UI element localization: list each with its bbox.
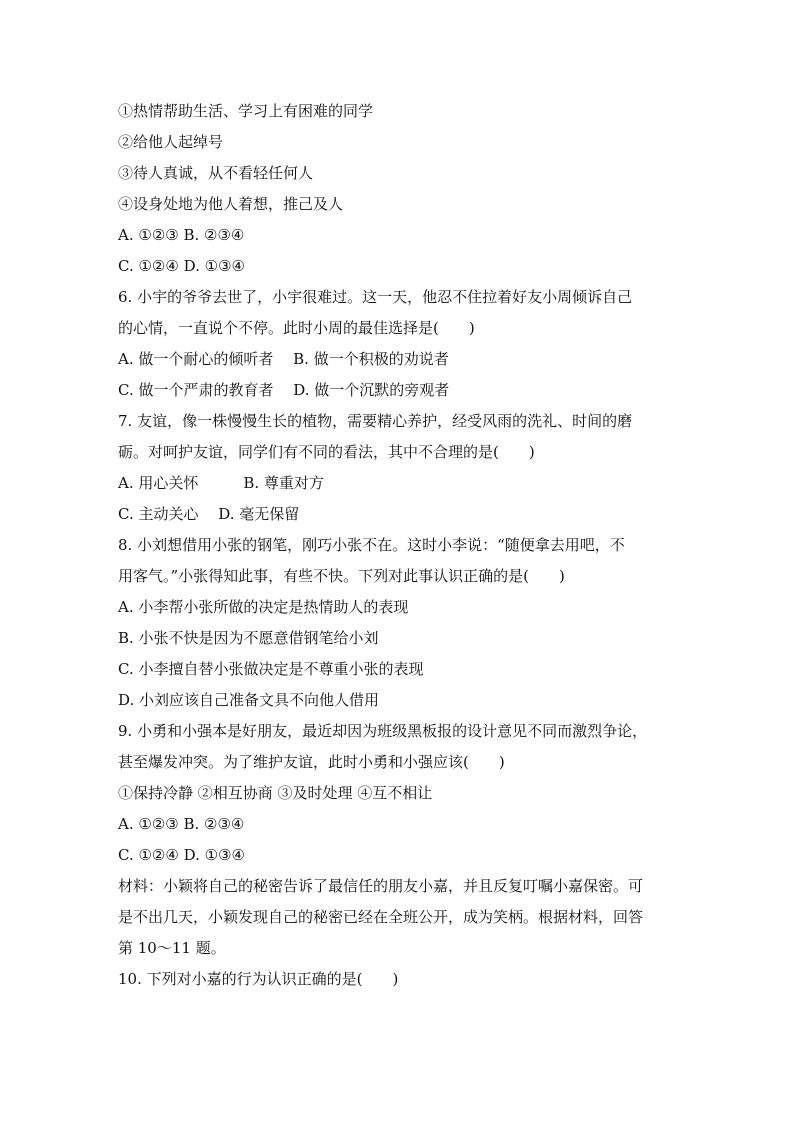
answer-choice-q8-a: A. 小李帮小张所做的决定是热情助人的表现	[118, 598, 409, 616]
material-passage-end: 第 10～11 题。	[118, 939, 226, 957]
material-passage: 材料：小颖将自己的秘密告诉了最信任的朋友小嘉，并且反复叮嘱小嘉保密。可	[118, 877, 644, 895]
option-line-3: ③待人真诚，从不看轻任何人	[118, 164, 314, 182]
answer-choices-q6-cd: C. 做一个严肃的教育者 D. 做一个沉默的旁观者	[118, 381, 450, 399]
answer-choice-q8-b: B. 小张不快是因为不愿意借钢笔给小刘	[118, 629, 379, 647]
answer-choices-q5-cd: C. ①②④ D. ①③④	[118, 257, 245, 275]
question-7-stem: 7. 友谊，像一株慢慢生长的植物，需要精心养护，经受风雨的洗礼、时间的磨	[118, 412, 633, 430]
question-6-stem-cont: 的心情，一直说个不停。此时小周的最佳选择是( )	[118, 319, 475, 337]
answer-choices-q7-cd: C. 主动关心 D. 毫无保留	[118, 505, 300, 523]
question-8-stem: 8. 小刘想借用小张的钢笔，刚巧小张不在。这时小李说：“随便拿去用吧，不	[118, 536, 625, 554]
question-6-stem: 6. 小宇的爷爷去世了，小宇很难过。这一天，他忍不住拉着好友小周倾诉自己	[118, 288, 633, 306]
question-9-stem-cont: 甚至爆发冲突。为了维护友谊，此时小勇和小强应该( )	[118, 753, 505, 771]
question-10-stem: 10. 下列对小嘉的行为认识正确的是( )	[118, 970, 399, 988]
option-line-4: ④设身处地为他人着想，推己及人	[118, 195, 344, 213]
question-7-stem-cont: 砺。对呵护友谊，同学们有不同的看法，其中不合理的是( )	[118, 443, 535, 461]
option-line-2: ②给他人起绰号	[118, 133, 224, 151]
answer-choice-q8-c: C. 小李擅自替小张做决定是不尊重小张的表现	[118, 660, 424, 678]
answer-choices-q9-ab: A. ①②③ B. ②③④	[118, 815, 245, 833]
answer-choices-q7-ab: A. 用心关怀 B. 尊重对方	[118, 474, 324, 492]
answer-choices-q5-ab: A. ①②③ B. ②③④	[118, 226, 245, 244]
option-line-1: ①热情帮助生活、学习上有困难的同学	[118, 102, 374, 120]
answer-choices-q9-cd: C. ①②④ D. ①③④	[118, 846, 245, 864]
question-8-stem-cont: 用客气。”小张得知此事，有些不快。下列对此事认识正确的是( )	[118, 567, 565, 585]
question-9-stem: 9. 小勇和小强本是好朋友，最近却因为班级黑板报的设计意见不同而激烈争论，	[118, 722, 648, 740]
answer-choice-q8-d: D. 小刘应该自己准备文具不向他人借用	[118, 691, 380, 709]
answer-choices-q6-ab: A. 做一个耐心的倾听者 B. 做一个积极的劝说者	[118, 350, 449, 368]
material-passage-cont: 是不出几天，小颖发现自己的秘密已经在全班公开，成为笑柄。根据材料，回答	[118, 908, 644, 926]
question-9-options: ①保持冷静 ②相互协商 ③及时处理 ④互不相让	[118, 784, 433, 802]
question-text-block	[118, 96, 678, 995]
